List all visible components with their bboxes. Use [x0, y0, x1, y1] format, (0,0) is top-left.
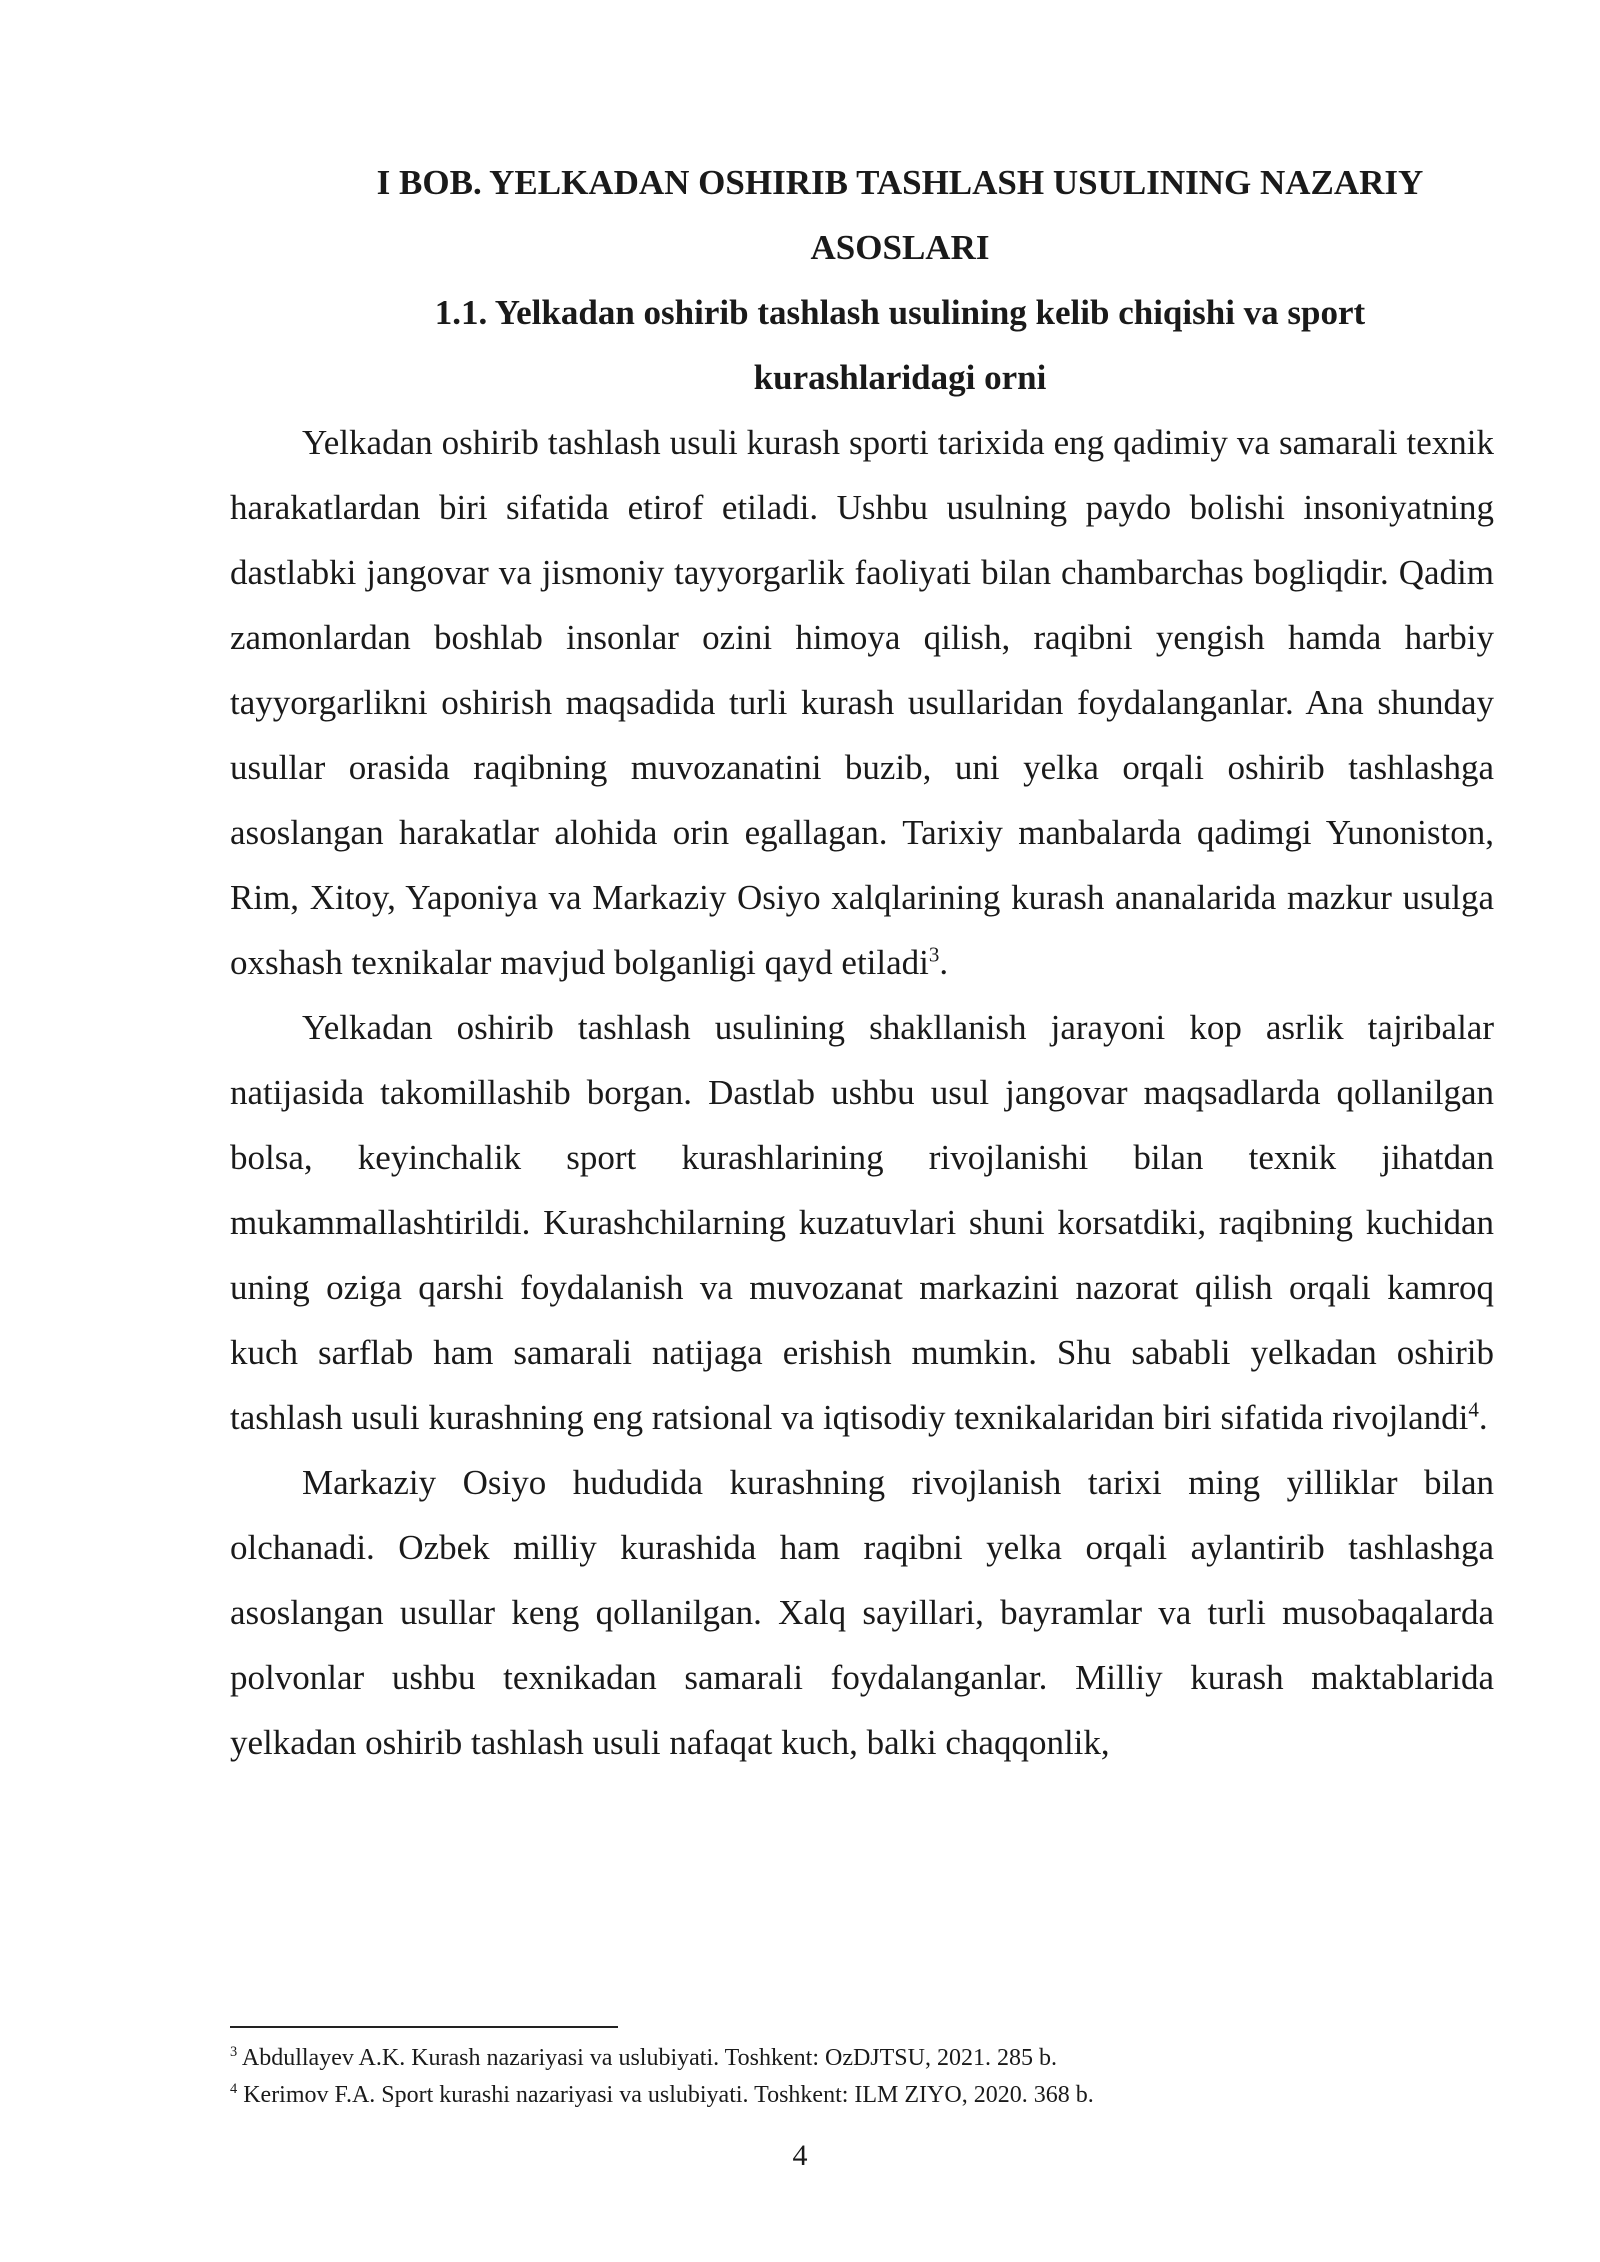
footnote-number: 4 — [230, 2081, 238, 2097]
footnote-reference: 4 — [1468, 1397, 1479, 1422]
body-text — [230, 410, 1494, 1775]
footnotes — [230, 2040, 1494, 2114]
footnote-number: 3 — [230, 2044, 238, 2060]
paragraph — [230, 1450, 1494, 1775]
paragraph-end: . — [1478, 1398, 1488, 1437]
footnote — [230, 2077, 1494, 2114]
page-number: 4 — [792, 2139, 808, 2172]
section-title: 1.1. Yelkadan oshirib tashlash usulining kelib chiqishi va sport kurashlaridagi orni — [434, 293, 1366, 397]
footnote-text: Abdullayev A.K. Kurash nazariyasi va uslubiyati. Toshkent: OzDJTSU, 2021. 285 b. — [241, 2045, 1057, 2071]
paragraph — [230, 410, 1494, 995]
footnote-separator — [230, 2026, 618, 2028]
chapter-title: I BOB. YELKADAN OSHIRIB TASHLASH USULINING NAZARIY ASOSLARI — [376, 163, 1424, 267]
paragraph-text: Markaziy Osiyo hududida kurashning rivojlanish tarixi ming yilliklar bilan olchanadi. Ozbek milliy kurashida ham raqibni yelka orqali aylantirib tashlashga asoslangan usullar keng qollanilgan. Xalq sayillari, bayramlar va turli musobaqalarda polvonlar ushbu texnikadan samarali foydalanganlar. Milliy kurash maktablarida yelkadan oshirib tashlash usuli nafaqat kuch, balki chaqqonlik, — [230, 1463, 1494, 1762]
paragraph-end: . — [939, 943, 949, 982]
footnote — [230, 2040, 1494, 2077]
paragraph-text: Yelkadan oshirib tashlash usulining shakllanish jarayoni kop asrlik tajribalar natijasida takomillashib borgan. Dastlab ushbu usul jangovar maqsadlarda qollanilgan bolsa, keyinchalik sport kurashlarining rivojlanishi bilan texnik jihatdan mukammallashtirildi. Kurashchilarning kuzatuvlari shuni korsatdiki, raqibning kuchidan uning oziga qarshi foydalanish va muvozanat markazini nazorat qilish orqali kamroq kuch sarflab ham samarali natijaga erishish mumkin. Shu sababli yelkadan oshirib tashlash usuli kurashning eng ratsional va iqtisodiy texnikalaridan biri sifatida rivojlandi — [230, 1008, 1494, 1437]
paragraph — [230, 995, 1494, 1450]
paragraph-text: Yelkadan oshirib tashlash usuli kurash sporti tarixida eng qadimiy va samarali texnik harakatlardan biri sifatida etirof etiladi. Ushbu usulning paydo bolishi insoniyatning dastlabki jangovar va jismoniy tayyorgarlik faoliyati bilan chambarchas bogliqdir. Qadim zamonlardan boshlab insonlar ozini himoya qilish, raqibni yengish hamda harbiy tayyorgarlikni oshirish maqsadida turli kurash usullaridan foydalanganlar. Ana shunday usullar orasida raqibning muvozanatini buzib, uni yelka orqali oshirib tashlashga asoslangan harakatlar alohida orin egallagan. Tarixiy manbalarda qadimgi Yunoniston, Rim, Xitoy, Yaponiya va Markaziy Osiyo xalqlarining kurash ananalarida mazkur usulga oxshash texnikalar mavjud bolganligi qayd etiladi — [230, 423, 1494, 982]
footnote-reference: 3 — [928, 942, 940, 967]
footnote-text: Kerimov F.A. Sport kurashi nazariyasi va uslubiyati. Toshkent: ILM ZIYO, 2020. 368 b. — [243, 2082, 1094, 2108]
